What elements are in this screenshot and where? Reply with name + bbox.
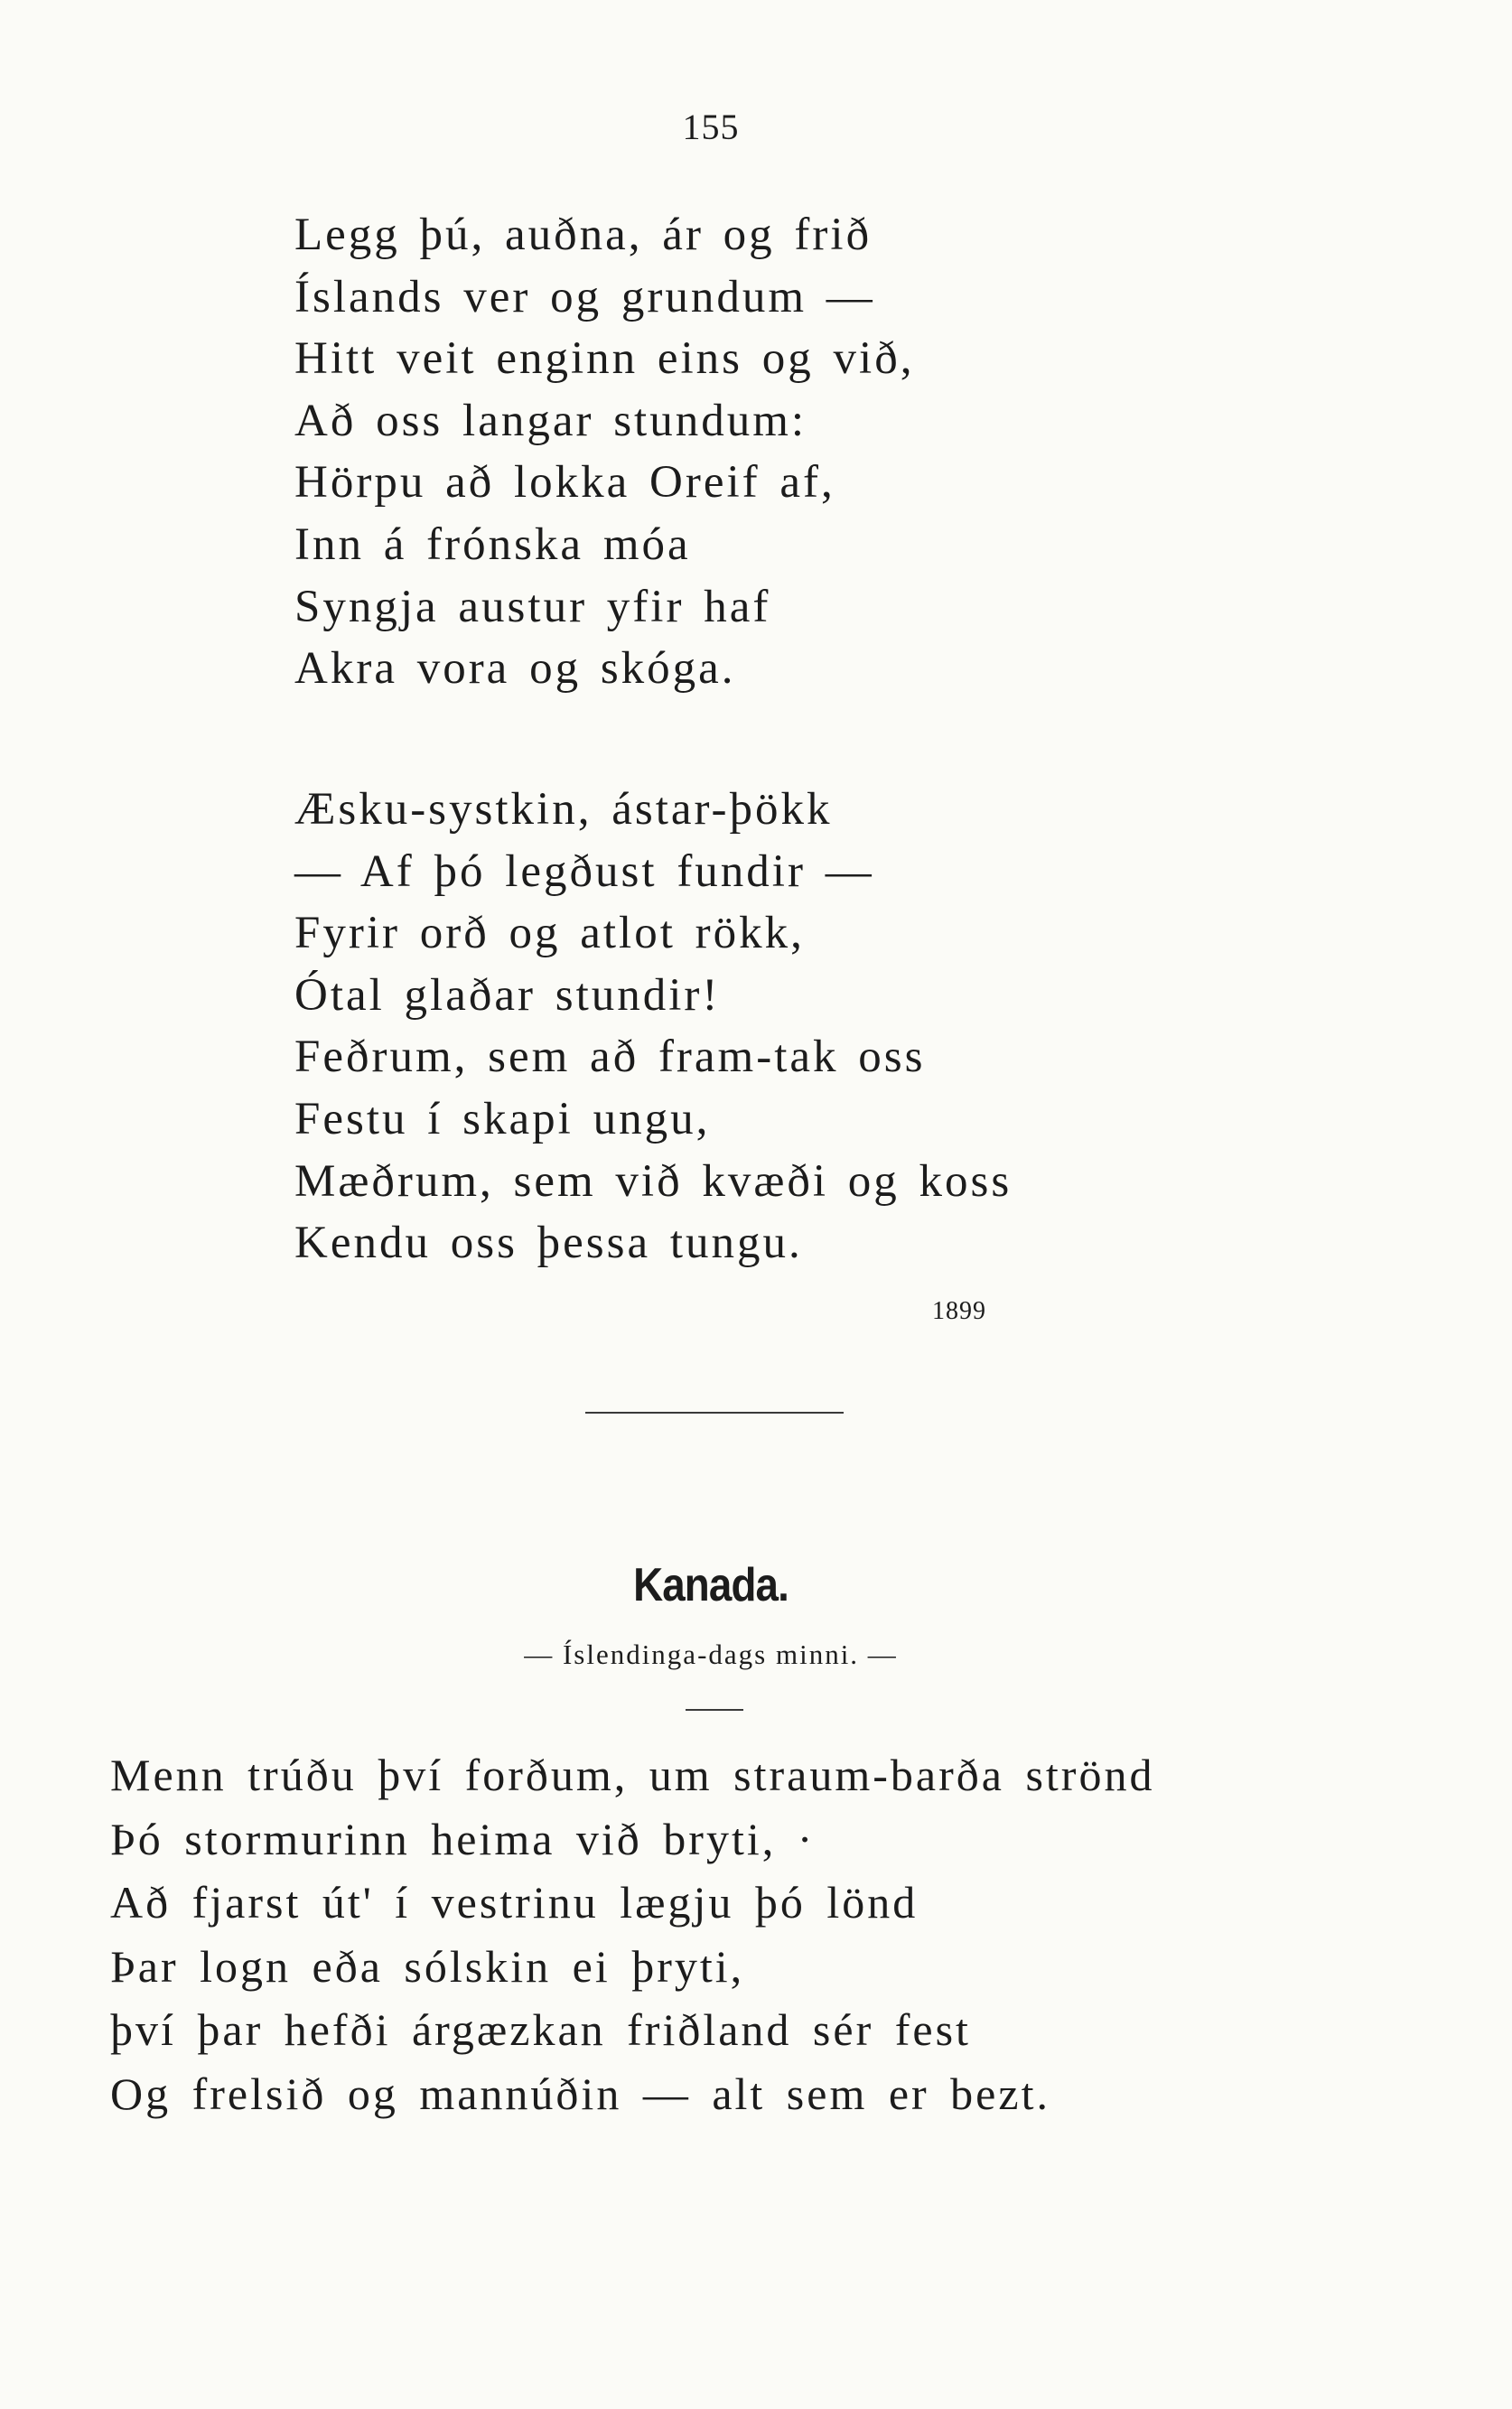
- poem-line: Ótal glaðar stundir!: [294, 969, 721, 1021]
- poem-line: Mæðrum, sem við kvæði og koss: [294, 1155, 1013, 1207]
- poem-line: Að oss langar stundum:: [294, 395, 807, 446]
- poem-line: — Af þó legðust fundir —: [294, 845, 874, 897]
- poem-line: Inn á frónska móa: [294, 518, 691, 570]
- poem-line: Menn trúðu því forðum, um straum-barða strönd: [110, 1750, 1155, 1800]
- poem-line: Þó stormurinn heima við bryti, ·: [110, 1813, 816, 1864]
- poem-line: Akra vora og skóga.: [294, 643, 736, 695]
- poem-line: Fyrir orð og atlot rökk,: [294, 908, 805, 959]
- poem-line: Hitt veit enginn eins og við,: [294, 333, 915, 385]
- section-divider: [585, 1412, 844, 1414]
- poem-line: Og frelsið og mannúðin — alt sem er bezt.: [110, 2068, 1050, 2119]
- poem-line: Íslands ver og grundum —: [294, 271, 875, 322]
- poem-line: Syngja austur yfir haf: [294, 581, 771, 632]
- poem-line: Þar logn eða sólskin ei þryti,: [110, 1940, 745, 1992]
- poem-stanza-3: [110, 1743, 1154, 2125]
- poem-line: því þar hefði árgæzkan friðland sér fest: [110, 2004, 971, 2055]
- page-number: 155: [682, 107, 740, 147]
- poem-line: Að fjarst út' í vestrinu lægju þó lönd: [110, 1877, 919, 1928]
- poem-year: 1899: [932, 1297, 986, 1325]
- poem-stanza-2: [294, 779, 1012, 1275]
- poem-line: Legg þú, auðna, ár og frið: [294, 210, 873, 260]
- poem-line: Hörpu að lokka Oreif af,: [294, 457, 835, 509]
- poem-line: Æsku-systkin, ástar-þökk: [294, 784, 833, 835]
- poem-subtitle: — Íslendinga-dags minni. —: [524, 1639, 898, 1670]
- poem-line: Feðrum, sem að fram-tak oss: [294, 1032, 926, 1083]
- poem-stanza-1: [294, 204, 914, 700]
- poem-line: Kendu oss þessa tungu.: [294, 1218, 803, 1269]
- title-divider: [686, 1709, 743, 1711]
- poem-title: Kanada.: [633, 1559, 789, 1611]
- poem-line: Festu í skapi ungu,: [294, 1093, 711, 1144]
